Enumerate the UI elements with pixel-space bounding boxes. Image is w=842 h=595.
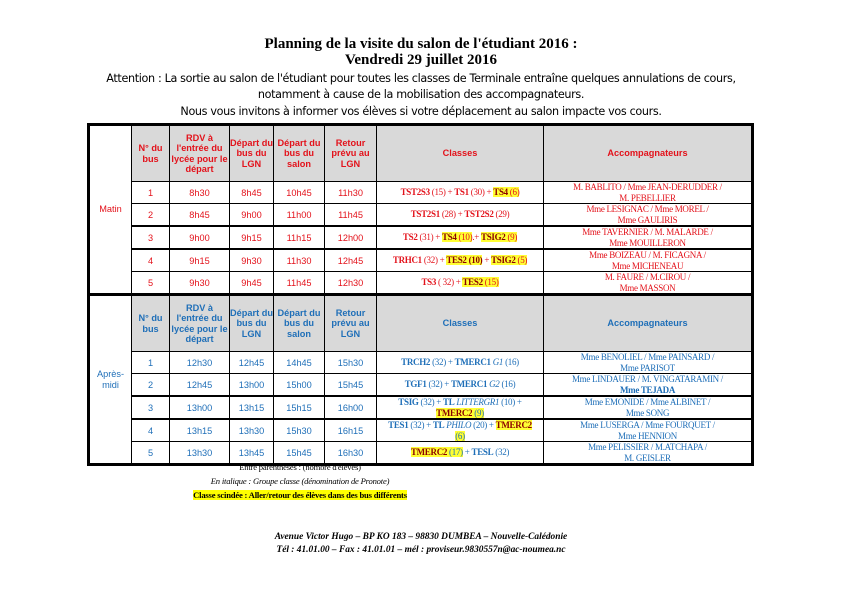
table-row <box>89 352 753 374</box>
cell-dep-salon: 15h15 <box>274 396 325 419</box>
document-date: Vendredi 29 juillet 2016 <box>344 52 498 68</box>
cell-dep-lgn: 9h15 <box>230 226 274 249</box>
table-row <box>89 249 753 272</box>
cell-bus: 4 <box>132 419 170 442</box>
acc-line-1: Mme PELISSIER / M.ATCHAPA / <box>588 442 707 452</box>
class-segment: + <box>482 255 492 266</box>
cell-bus: 1 <box>132 182 170 204</box>
class-segment: G2 <box>489 379 500 390</box>
cell-dep-salon: 10h45 <box>274 182 325 204</box>
table-row <box>89 374 753 397</box>
class-segment: (5) <box>515 255 528 266</box>
cell-dep-lgn: 13h15 <box>230 396 274 419</box>
class-segment: TST2S2 <box>464 209 494 220</box>
period-label-line1: Après- <box>96 368 125 379</box>
class-segment: TES2 <box>446 255 467 266</box>
cell-dep-lgn: 9h00 <box>230 204 274 227</box>
class-segment: TSIG <box>398 397 419 407</box>
footer-contact: Tél : 41.01.00 – Fax : 41.01.01 – mél : proviseur.9830557n@ac-noumea.nc <box>276 545 566 555</box>
acc-line-1: Mme BENOLIEL / Mme PAINSARD / <box>580 352 715 362</box>
cell-retour: 16h30 <box>325 442 377 465</box>
class-segment: TS4 <box>493 187 508 198</box>
cell-bus: 3 <box>132 226 170 249</box>
cell-bus: 5 <box>132 272 170 295</box>
class-segment: (32) + <box>421 255 447 266</box>
cell-retour: 16h15 <box>325 419 377 442</box>
acc-line-2: Mme PARISOT <box>620 362 675 373</box>
cell-dep-salon: 15h30 <box>274 419 325 442</box>
class-segment: (9) <box>472 407 484 418</box>
class-segment: (10) <box>456 232 473 243</box>
cell-classes <box>377 374 544 397</box>
cell-dep-salon: 14h45 <box>274 352 325 374</box>
class-segment: TST2S1 <box>410 209 440 220</box>
cell-bus: 2 <box>132 204 170 227</box>
cell-classes <box>377 226 544 249</box>
class-segment: (6) <box>507 187 520 198</box>
acc-line-1: Mme EMONIDE / Mme ALBINET / <box>584 397 711 407</box>
cell-retour: 15h30 <box>325 352 377 374</box>
class-segment: (10) <box>466 255 483 266</box>
class-segment: G1 <box>492 357 504 368</box>
period-label-line2: midi <box>102 379 119 390</box>
acc-line-2: Mme SONG <box>625 407 670 418</box>
cell-bus: 2 <box>132 374 170 397</box>
bus-schedule-table <box>87 123 754 466</box>
class-segment: TRHC1 <box>392 255 422 266</box>
cell-bus: 4 <box>132 249 170 272</box>
class-segment: TL <box>432 420 445 430</box>
afternoon-period-label <box>89 295 132 465</box>
cell-retour: 11h30 <box>325 182 377 204</box>
cell-rdv: 12h30 <box>170 352 230 374</box>
class-segment: PHILO <box>446 420 472 430</box>
class-segment: TMERC2 <box>410 447 448 458</box>
cell-dep-salon: 11h45 <box>274 272 325 295</box>
cell-accompagnateurs <box>544 204 753 227</box>
notice-line-2: notamment à cause de la mobilisation des accompagnateurs. <box>257 88 585 101</box>
table-row <box>89 419 753 442</box>
legend-split-class-text: Classe scindée : Aller/retour des élèves dans des bus différents <box>193 490 407 500</box>
class-segment: TES1 <box>388 420 409 430</box>
table-row <box>89 396 753 419</box>
header-classes: Classes <box>377 125 544 182</box>
header-acc: Accompagnateurs <box>544 295 753 352</box>
class-segment: TMERC1 <box>450 379 488 390</box>
header-bus: N° du bus <box>132 295 170 352</box>
acc-line-1: Mme BOIZEAU / M. FICAGNA / <box>589 250 706 260</box>
header-bus: N° du bus <box>132 125 170 182</box>
class-segment: (17) <box>447 447 463 458</box>
document-title: Planning de la visite du salon de l'étudiant 2016 : <box>264 36 578 52</box>
acc-line-2: Mme GAULIRIS <box>617 214 678 225</box>
cell-bus: 3 <box>132 396 170 419</box>
cell-accompagnateurs <box>544 374 753 397</box>
cell-dep-lgn: 9h45 <box>230 272 274 295</box>
class-segment: (32) <box>493 447 510 458</box>
cell-rdv: 12h45 <box>170 374 230 397</box>
cell-retour: 16h00 <box>325 396 377 419</box>
cell-classes <box>377 396 544 419</box>
cell-dep-lgn: 13h00 <box>230 374 274 397</box>
class-segment: TMERC2 <box>495 420 532 430</box>
class-segment: (31) + <box>417 232 442 243</box>
class-segment: (32) + <box>418 397 444 407</box>
acc-line-2: M. GEISLER <box>624 452 671 463</box>
legend-parentheses: Entre parenthèses : (nombre d'élèves) <box>239 462 361 472</box>
acc-line-2: Mme MOUILLERON <box>609 237 686 248</box>
acc-line-1: M. BABLITO / Mme JEAN-DERUDDER / <box>573 182 722 192</box>
cell-retour: 11h45 <box>325 204 377 227</box>
header-rdv: RDV à l'entrée du lycée pour le départ <box>170 295 230 352</box>
cell-retour: 15h45 <box>325 374 377 397</box>
cell-dep-lgn: 13h30 <box>230 419 274 442</box>
class-segment: TMERC1 <box>454 357 491 368</box>
cell-classes <box>377 352 544 374</box>
cell-retour: 12h00 <box>325 226 377 249</box>
class-segment: TS2 <box>402 232 418 243</box>
class-segment: TS3 <box>421 277 437 288</box>
cell-rdv: 9h15 <box>170 249 230 272</box>
cell-dep-salon: 15h00 <box>274 374 325 397</box>
table-row <box>89 272 753 295</box>
acc-line-2: Mme TEJADA <box>619 384 676 395</box>
class-segment: TESL <box>471 447 494 458</box>
class-segment: + <box>462 447 472 458</box>
cell-accompagnateurs <box>544 249 753 272</box>
morning-period-label: Matin <box>89 125 132 295</box>
class-segment: (32) + <box>430 357 455 368</box>
class-segment: (28) + <box>439 209 465 220</box>
cell-accompagnateurs <box>544 272 753 295</box>
acc-line-1: M. FAURE / M.CIROU / <box>604 272 691 282</box>
class-segment: (32) + <box>426 379 451 390</box>
cell-dep-salon: 11h15 <box>274 226 325 249</box>
class-segment: (9) <box>505 232 518 243</box>
cell-classes <box>377 182 544 204</box>
class-segment: TSIG2 <box>481 232 506 243</box>
table-row <box>89 182 753 204</box>
cell-dep-salon: 11h00 <box>274 204 325 227</box>
header-dep-salon: Départ du bus du salon <box>274 295 325 352</box>
class-segment: TS4 <box>441 232 457 243</box>
class-segment: (32) + <box>408 420 433 430</box>
class-segment: TGF1 <box>404 379 427 390</box>
class-segment: (30) + <box>468 187 494 198</box>
cell-dep-lgn: 9h30 <box>230 249 274 272</box>
cell-rdv: 8h45 <box>170 204 230 227</box>
header-dep-lgn: Départ du bus du LGN <box>230 295 274 352</box>
class-segment: (6) <box>455 430 465 441</box>
class-segment: (10) + <box>499 397 522 407</box>
header-classes: Classes <box>377 295 544 352</box>
acc-line-2: M. PEBELLIER <box>619 192 676 203</box>
header-acc: Accompagnateurs <box>544 125 753 182</box>
class-segment: (15) <box>482 277 499 288</box>
cell-accompagnateurs <box>544 352 753 374</box>
header-retour: Retour prévu au LGN <box>325 125 377 182</box>
acc-line-1: Mme LESIGNAC / Mme MOREL / <box>586 204 709 214</box>
class-segment: ( 32) + <box>436 277 463 288</box>
cell-classes <box>377 249 544 272</box>
cell-bus: 1 <box>132 352 170 374</box>
cell-retour: 12h30 <box>325 272 377 295</box>
header-rdv: RDV à l'entrée du lycée pour le départ <box>170 125 230 182</box>
header-dep-lgn: Départ du bus du LGN <box>230 125 274 182</box>
class-segment: TS1 <box>454 187 469 198</box>
cell-dep-salon: 11h30 <box>274 249 325 272</box>
cell-accompagnateurs <box>544 419 753 442</box>
cell-rdv: 13h00 <box>170 396 230 419</box>
cell-classes <box>377 204 544 227</box>
cell-classes <box>377 272 544 295</box>
notice-line-3: Nous vous invitons à informer vos élèves si votre déplacement au salon impacte vos cours. <box>180 105 662 118</box>
cell-rdv: 9h30 <box>170 272 230 295</box>
cell-dep-lgn: 8h45 <box>230 182 274 204</box>
cell-accompagnateurs <box>544 226 753 249</box>
notice-line-1: Attention : La sortie au salon de l'étudiant pour toutes les classes de Terminale entraîne quelques annulations de cours, <box>106 72 736 85</box>
header-retour: Retour prévu au LGN <box>325 295 377 352</box>
class-segment: (29) <box>493 209 510 220</box>
acc-line-1: Mme TAVERNIER / M. MALARDE / <box>582 227 713 237</box>
acc-line-2: Mme MASSON <box>619 282 676 293</box>
morning-header-row <box>89 125 753 182</box>
acc-line-2: Mme MICHENEAU <box>611 260 684 271</box>
class-segment: TRCH2 <box>401 357 431 368</box>
cell-bus: 5 <box>132 442 170 465</box>
cell-rdv: 13h15 <box>170 419 230 442</box>
legend-split-class <box>0 490 600 501</box>
class-segment: (15) + <box>429 187 455 198</box>
cell-rdv: 9h00 <box>170 226 230 249</box>
header-dep-salon: Départ du bus du salon <box>274 125 325 182</box>
footer-address: Avenue Victor Hugo – BP KO 183 – 98830 DUMBEA – Nouvelle-Calédonie <box>274 532 568 542</box>
class-segment: TES2 <box>462 277 483 288</box>
cell-dep-lgn: 12h45 <box>230 352 274 374</box>
cell-retour: 12h45 <box>325 249 377 272</box>
class-segment: LITTERGR1 <box>456 397 500 407</box>
class-segment: TMERC2 <box>436 407 473 418</box>
class-segment: .+ <box>472 232 481 243</box>
afternoon-header-row <box>89 295 753 352</box>
table-row <box>89 204 753 227</box>
class-segment: TST2S3 <box>400 187 430 198</box>
cell-rdv: 13h30 <box>170 442 230 465</box>
cell-dep-lgn: 13h45 <box>230 442 274 465</box>
class-segment: (16) <box>503 357 519 368</box>
class-segment: TSIG2 <box>491 255 516 266</box>
cell-classes <box>377 419 544 442</box>
acc-line-1: Mme LINDAUER / M. VINGATARAMIN / <box>571 374 723 384</box>
class-segment: TL <box>443 397 455 407</box>
cell-accompagnateurs <box>544 396 753 419</box>
cell-accompagnateurs <box>544 182 753 204</box>
cell-rdv: 8h30 <box>170 182 230 204</box>
acc-line-2: Mme HENNION <box>618 430 677 441</box>
legend-italic: En italique : Groupe classe (dénomination de Pronote) <box>210 476 390 486</box>
class-segment: (20) + <box>471 420 496 430</box>
table-row <box>89 226 753 249</box>
cell-dep-salon: 15h45 <box>274 442 325 465</box>
acc-line-1: Mme LUSERGA / Mme FOURQUET / <box>580 420 715 430</box>
class-segment: (16) <box>499 379 516 390</box>
